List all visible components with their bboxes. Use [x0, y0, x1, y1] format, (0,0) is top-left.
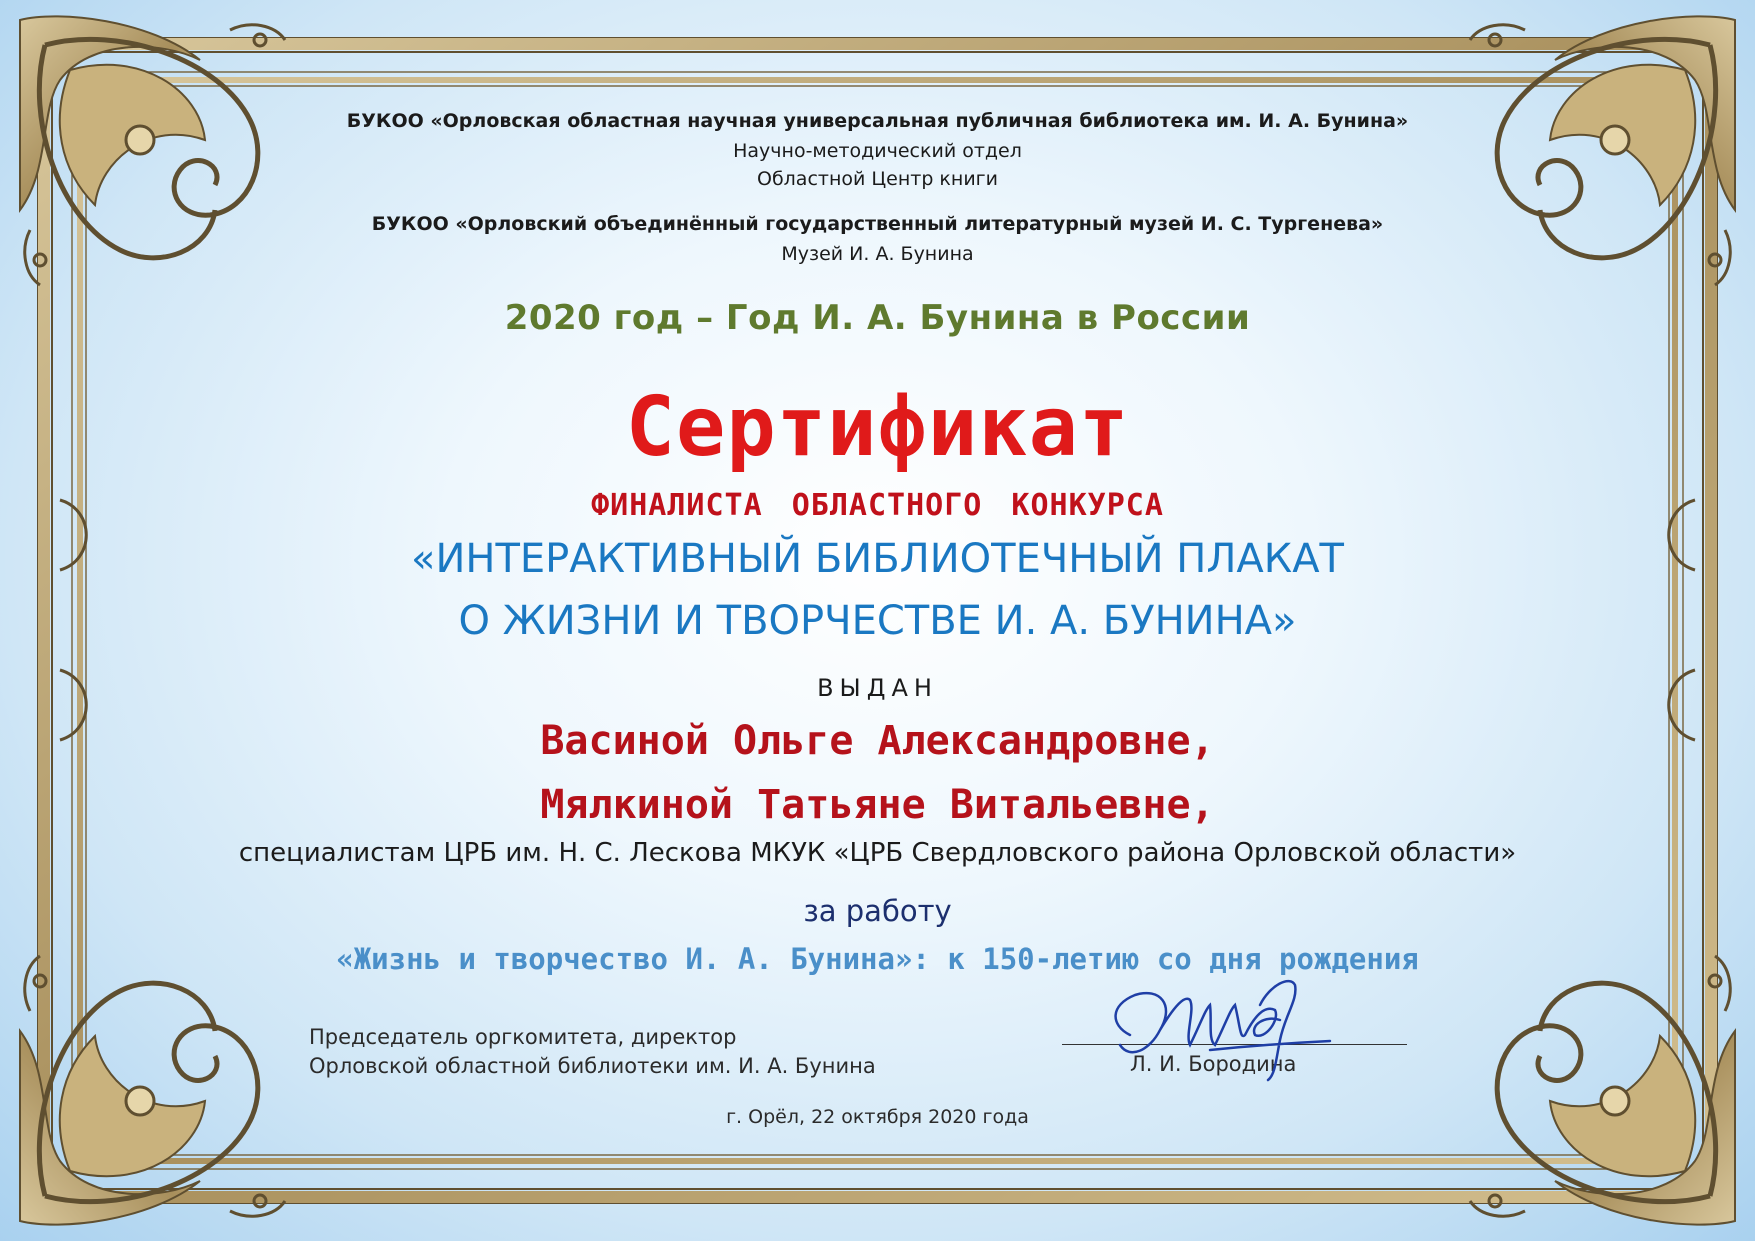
year-of-bunin-heading: 2020 год – Год И. А. Бунина в России: [504, 298, 1251, 338]
library-department: Научно-методический отдел: [733, 140, 1022, 162]
issued-label: ВЫДАН: [817, 674, 938, 702]
contest-name-line1: «ИНТЕРАКТИВНЫЙ БИБЛИОТЕЧНЫЙ ПЛАКАТ: [410, 536, 1344, 582]
certificate-title: Сертификат: [625, 380, 1130, 475]
book-center: Областной Центр книги: [756, 168, 999, 190]
signatory-position: [309, 1023, 876, 1081]
handwritten-signature: [1090, 965, 1350, 1095]
recipient-name-2: Мялкиной Татьяне Витальевне,: [540, 782, 1215, 828]
work-title: «Жизнь и творчество И. А. Бунина»: к 150-летию со дня рождения: [336, 942, 1419, 976]
signatory-position-line2: Орловской областной библиотеки им. И. А. Бунина: [309, 1054, 876, 1078]
signatory-position-line1: Председатель оргкомитета, директор: [309, 1025, 737, 1049]
museum-organization-name: БУКОО «Орловский объединённый государственный литературный музей И. С. Тургенева»: [371, 213, 1384, 235]
certificate-subtitle: ФИНАЛИСТА ОБЛАСТНОГО КОНКУРСА: [591, 488, 1164, 523]
contest-name-line2: О ЖИЗНИ И ТВОРЧЕСТВЕ И. А. БУНИНА»: [458, 598, 1297, 644]
for-work-label: за работу: [803, 894, 952, 928]
recipient-name-1: Васиной Ольге Александровне,: [540, 718, 1215, 764]
recipients-role: специалистам ЦРБ им. Н. С. Лескова МКУК «ЦРБ Свердловского района Орловской области»: [238, 838, 1517, 868]
bunin-museum: Музей И. А. Бунина: [781, 243, 974, 265]
library-organization-name: БУКОО «Орловская областная научная универсальная публичная библиотека им. И. А. Бунина»: [346, 110, 1409, 132]
signatory-name: Л. И. Бородина: [1130, 1052, 1297, 1076]
issue-date: г. Орёл, 22 октября 2020 года: [726, 1106, 1029, 1128]
